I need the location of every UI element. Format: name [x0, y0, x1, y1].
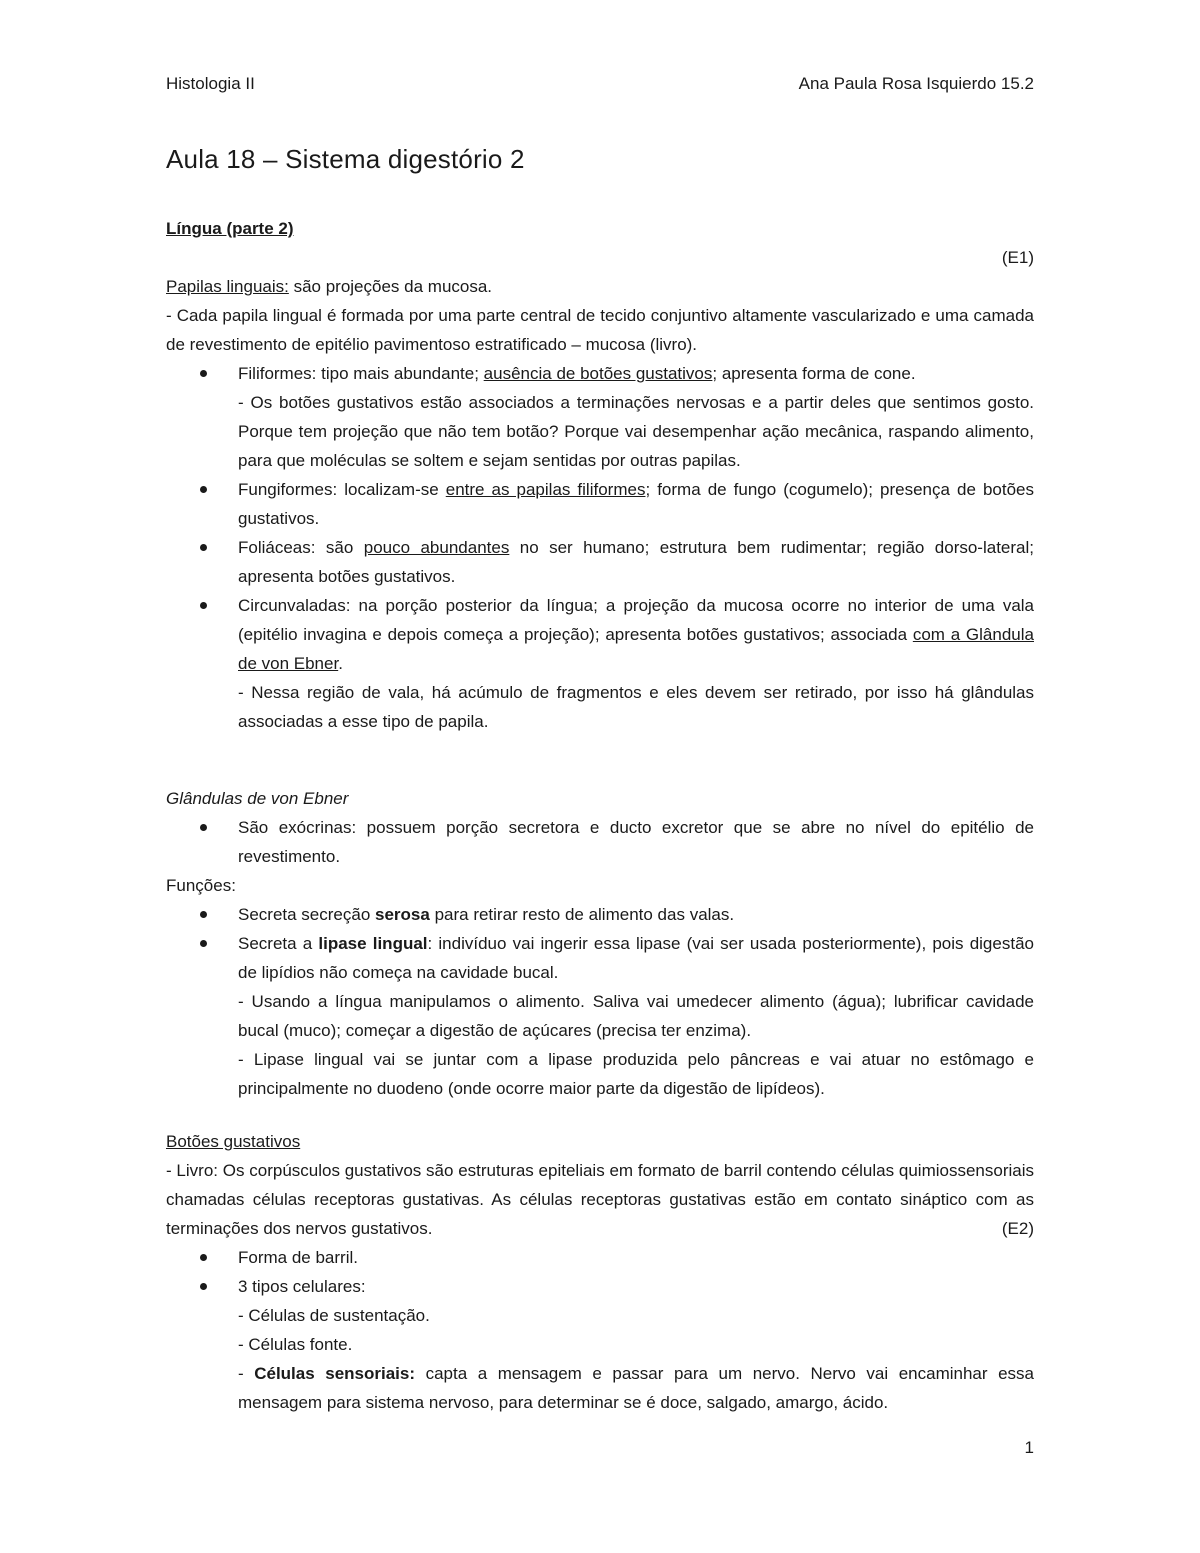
- tipos-text: 3 tipos celulares:: [238, 1277, 366, 1296]
- cada-papila-text: - Cada papila lingual é formada por uma parte central de tecido conjuntivo altamente vascularizado e uma camada de revestimento de epitélio pavimentoso estratificado – mucosa (livro).: [166, 306, 1034, 354]
- circunvaladas-underlined: com a Glândula de von Ebner: [238, 625, 1034, 673]
- ref-e1: (E1): [1001, 248, 1034, 267]
- sustentacao-text: - Células de sustentação.: [238, 1306, 430, 1325]
- bullet-icon: [200, 940, 207, 947]
- funcoes-label: Funções:: [166, 876, 236, 895]
- serosa-text: Secreta secreção: [238, 905, 376, 924]
- section-heading-ebner: Glândulas de von Ebner: [166, 789, 349, 808]
- botoes-list: [166, 1243, 1034, 1417]
- bullet-icon: [200, 370, 207, 377]
- filiformes-text-end: ; apresenta forma de cone.: [712, 364, 916, 383]
- funcoes-list: [166, 900, 1034, 1103]
- header-author: Ana Paula Rosa Isquierdo 15.2: [798, 74, 1034, 93]
- ebner-list: [166, 813, 1034, 871]
- foliaceas-text: Foliáceas: são: [238, 538, 364, 557]
- filiformes-subnote: - Os botões gustativos estão associados a terminações nervosas e a partir deles que sentimos gosto. Porque tem projeção que não tem botão? Porque vai desempenhar ação mecânica, raspando alimento, para que moléculas se soltem e sejam sentidas por outras papilas.: [238, 393, 1034, 470]
- list-item-foliaceas: [166, 533, 1034, 591]
- fonte-text: - Células fonte.: [238, 1335, 353, 1354]
- fungiformes-underlined: entre as papilas filiformes: [445, 480, 646, 499]
- barril-text: Forma de barril.: [238, 1248, 358, 1267]
- papilas-list: [166, 359, 1034, 736]
- bullet-icon: [200, 824, 207, 831]
- section-heading-lingua: Língua (parte 2): [166, 219, 294, 238]
- bullet-icon: [200, 1283, 207, 1290]
- circunvaladas-text: Circunvaladas: na porção posterior da língua; a projeção da mucosa ocorre no interior de uma vala (epitélio invagina e depois começa a projeção); apresenta botões gustativos; associada: [238, 596, 1034, 644]
- serosa-bold: serosa: [375, 905, 430, 924]
- livro-text: - Livro: Os corpúsculos gustativos são estruturas epiteliais em formato de barril contendo células quimiossensoriais chamadas células receptoras gustativas. As células receptoras gustativas estão em contato sináptico com as terminações dos nervos gustativos.: [166, 1161, 1034, 1238]
- sensoriais-bold: Células sensoriais:: [254, 1364, 416, 1383]
- bullet-icon: [200, 544, 207, 551]
- papilas-intro: [166, 272, 1034, 301]
- list-item-fungiformes: [166, 475, 1034, 533]
- bullet-icon: [200, 911, 207, 918]
- lipase-subnote-2: - Lipase lingual vai se juntar com a lipase produzida pelo pâncreas e vai atuar no estômago e principalmente no duodeno (onde ocorre maior parte da digestão de lipídeos).: [238, 1050, 1034, 1098]
- list-item-tipos: [166, 1272, 1034, 1417]
- lipase-subnote-1: - Usando a língua manipulamos o alimento. Saliva vai umedecer alimento (água); lubrificar cavidade bucal (muco); começar a digestão de açúcares (precisa ter enzima).: [238, 992, 1034, 1040]
- list-item-filiformes: [166, 359, 1034, 475]
- ref-e2: (E2): [1001, 1219, 1034, 1238]
- bullet-icon: [200, 486, 207, 493]
- papilas-text: são projeções da mucosa.: [288, 277, 493, 296]
- lipase-text-end: : indivíduo vai ingerir essa lipase (vai ser usada posteriormente), pois digestão de lipídios não começa na cavidade bucal.: [238, 934, 1034, 982]
- list-item-barril: [166, 1243, 1034, 1272]
- list-item-lipase: [166, 929, 1034, 1103]
- list-item-circunvaladas: [166, 591, 1034, 736]
- section-botoes: [166, 1127, 1034, 1417]
- circunvaladas-subnote: - Nessa região de vala, há acúmulo de fragmentos e eles devem ser retirado, por isso há glândulas associadas a esse tipo de papila.: [238, 683, 1034, 731]
- sensoriais-text: capta a mensagem e passar para um nervo. Nervo vai encaminhar essa mensagem para sistema nervoso, para determinar se é doce, salgado, amargo, ácido.: [238, 1364, 1034, 1412]
- livro-paragraph: [166, 1156, 1034, 1243]
- filiformes-text: Filiformes: tipo mais abundante;: [238, 364, 484, 383]
- page-title: Aula 18 – Sistema digestório 2: [166, 144, 525, 174]
- section-ebner: [166, 784, 1034, 1103]
- section-heading-botoes: Botões gustativos: [166, 1132, 301, 1151]
- serosa-text-end: para retirar resto de alimento das valas.: [429, 905, 735, 924]
- page-number: 1: [1024, 1438, 1034, 1457]
- header-course: Histologia II: [166, 74, 255, 93]
- lipase-text: Secreta a: [238, 934, 319, 953]
- foliaceas-underlined: pouco abundantes: [363, 538, 510, 557]
- circunvaladas-text-end: .: [338, 654, 343, 673]
- sensoriais-dash: -: [238, 1364, 255, 1383]
- fungiformes-text-end: ; forma de fungo (cogumelo); presença de botões gustativos.: [238, 480, 1034, 528]
- bullet-icon: [200, 1254, 207, 1261]
- papilas-label: Papilas linguais:: [166, 277, 289, 296]
- section-lingua: [166, 214, 1034, 736]
- lipase-bold: lipase lingual: [318, 934, 428, 953]
- exocrinas-text: São exócrinas: possuem porção secretora e ducto excretor que se abre no nível do epitélio de revestimento.: [238, 818, 1034, 866]
- bullet-icon: [200, 602, 207, 609]
- sensoriais-line: [238, 1359, 1034, 1417]
- foliaceas-text-end: no ser humano; estrutura bem rudimentar; região dorso-lateral; apresenta botões gustativos.: [238, 538, 1034, 586]
- fungiformes-text: Fungiformes: localizam-se: [238, 480, 446, 499]
- list-item-exocrinas: [166, 813, 1034, 871]
- list-item-serosa: [166, 900, 1034, 929]
- filiformes-underlined: ausência de botões gustativos: [483, 364, 713, 383]
